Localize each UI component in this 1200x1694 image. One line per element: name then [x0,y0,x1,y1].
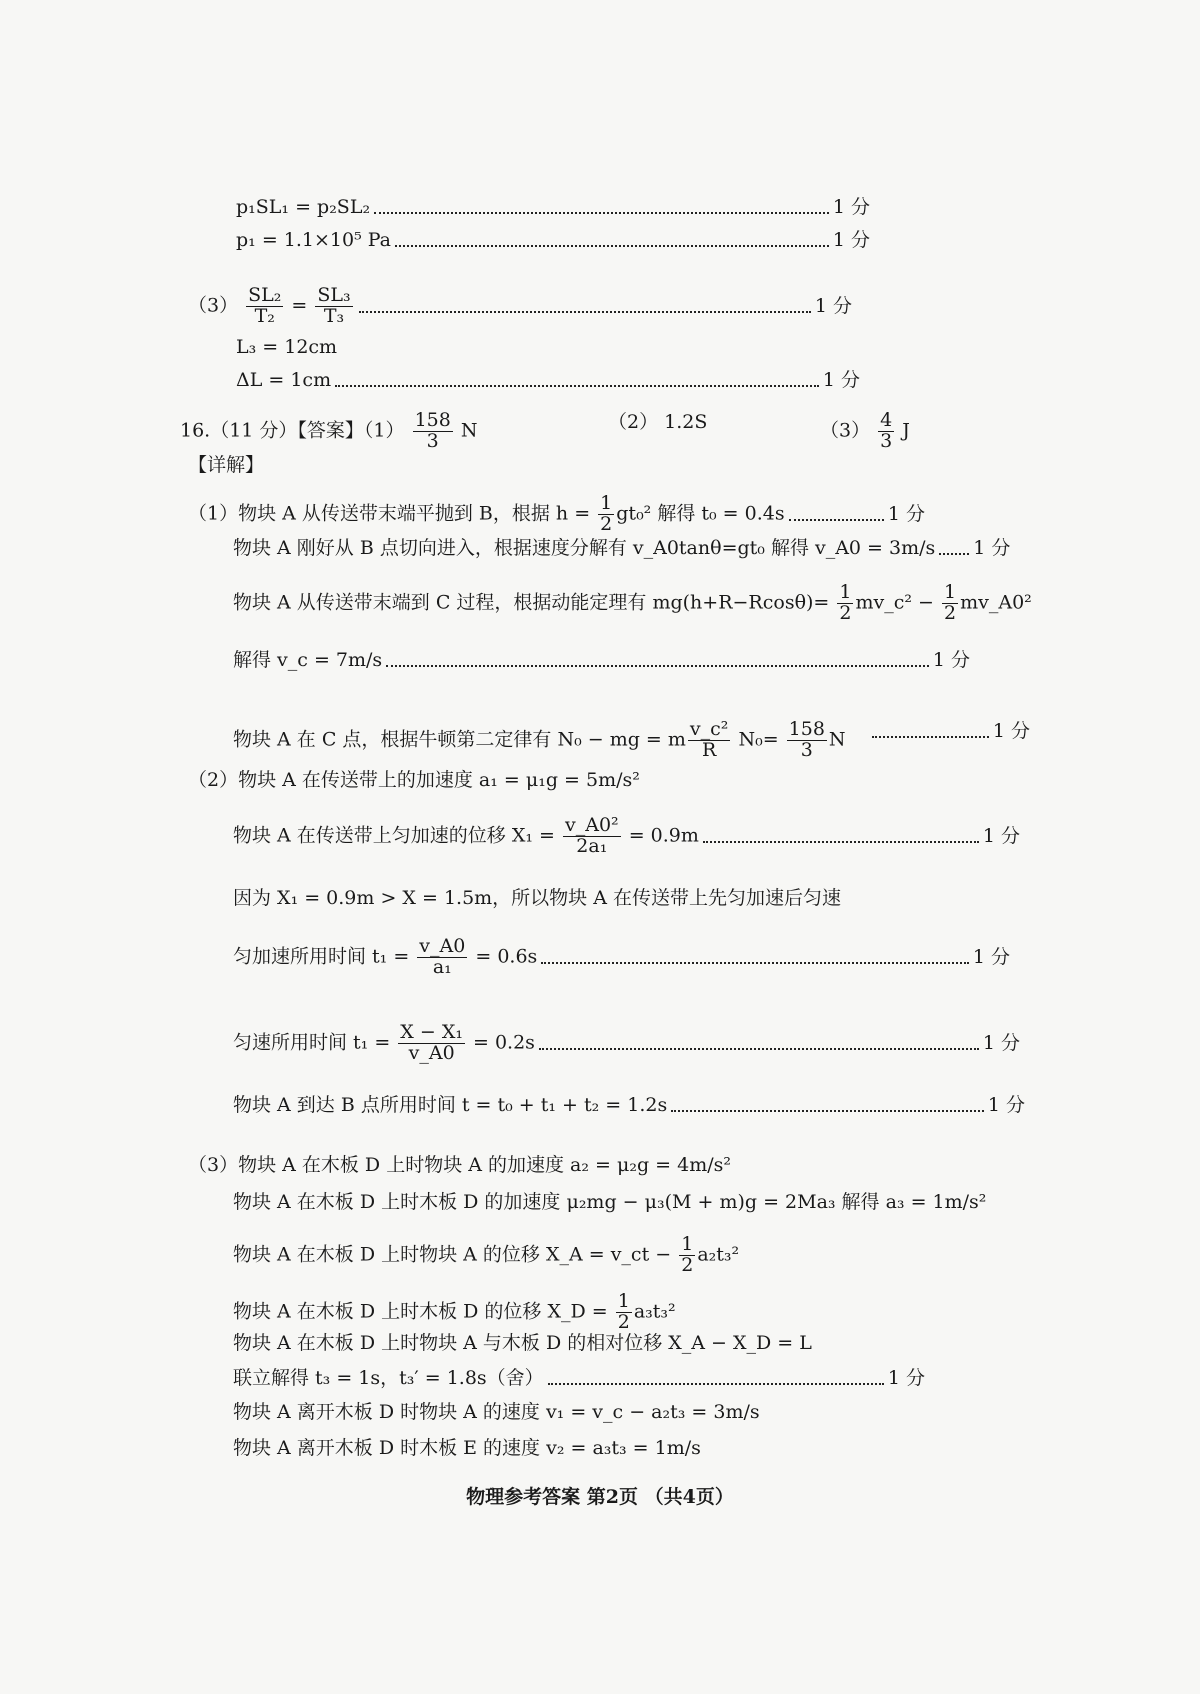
answer-line [233,537,1010,560]
fraction [398,1023,465,1064]
fraction-numerator: 4 [880,409,893,431]
fraction [598,494,614,535]
answer-line [233,583,1032,624]
fraction-denominator: T₃ [323,304,345,327]
page-footer: 物理参考答案 第2页 （共4页） [466,1486,734,1508]
text-run: L₃ = 12cm [236,336,338,358]
line-content [233,1367,544,1390]
text-run: = 0.2s [466,1031,535,1054]
text-run: 因为 X₁ = 0.9m > X = 1.5m，所以物块 A 在传送带上先匀加速后匀速 [233,887,841,909]
text-run: 匀加速所用时间 t₁ = [233,945,416,968]
fraction-numerator: SL₃ [317,284,351,306]
text-run: （2） 1.2S [608,411,708,433]
line-content [233,1292,676,1333]
answer-line [233,1292,676,1333]
fraction-denominator: 3 [880,429,893,452]
line-content [233,537,935,560]
answer-line [233,937,1010,978]
line-content [233,1401,760,1424]
dotted-leader [335,385,819,387]
line-content [188,286,355,327]
text-run: N [828,728,846,751]
text-run: 16.（11 分）【答案】（1） [180,419,411,442]
line-content [820,411,910,452]
fraction-numerator: v_A0² [564,814,619,836]
line-content [608,411,707,434]
text-run: = 0.9m [622,824,699,847]
text-run: mv_A0² [960,591,1032,614]
fraction-denominator: R [702,738,717,761]
dotted-leader [703,841,979,843]
text-run: 物块 A 离开木板 D 时物块 A 的速度 v₁ = v_c − a₂t₃ = 3m/s [233,1401,760,1423]
text-run: 物块 A 在木板 D 上时木板 D 的位移 X_D = [233,1300,614,1323]
answer-line [233,1094,1025,1117]
answer-line [868,720,1030,743]
line-content [236,229,391,252]
line-content [236,369,331,392]
text-run: 匀速所用时间 t₁ = [233,1031,397,1054]
line-content [233,720,846,761]
line-content [233,1094,667,1117]
score-points: 1 分 [972,946,1010,969]
fraction [616,1292,632,1333]
answer-line [236,369,860,392]
fraction-numerator: 1 [839,581,852,603]
line-content [233,937,537,978]
text-run: （3）物块 A 在木板 D 上时物块 A 的加速度 a₂ = μ₂g = 4m/s² [188,1154,731,1176]
text-run: 【详解】 [188,454,265,476]
score-points: 1 分 [982,1032,1020,1055]
text-run: （3） [820,419,877,442]
answer-line [233,816,1020,857]
line-content [188,1154,731,1177]
score-points: 1 分 [832,229,870,251]
dotted-leader [872,736,989,738]
line-content [233,1437,701,1460]
fraction-denominator: v_A0 [408,1041,455,1064]
answer-line [233,720,846,761]
fraction [942,583,958,624]
text-run: p₁SL₁ = p₂SL₂ [236,196,371,218]
line-content [233,649,382,672]
fraction-denominator: 3 [426,429,439,452]
answer-line [188,494,925,535]
text-run: 联立解得 t₃ = 1s，t₃′ = 1.8s（舍） [233,1367,544,1389]
fraction-numerator: v_c² [689,718,729,740]
text-run: N₀= [732,728,785,751]
dotted-leader [789,519,884,521]
fraction-numerator: X − X₁ [400,1021,463,1043]
answer-line [233,1367,925,1390]
text-run: 物块 A 到达 B 点所用时间 t = t₀ + t₁ + t₂ = 1.2s [233,1094,668,1116]
answer-line [233,1401,760,1424]
line-content [180,411,478,452]
dotted-leader [541,962,969,964]
fraction-denominator: a₁ [432,955,452,978]
answer-line [608,411,707,434]
fraction-denominator: 2 [681,1253,694,1276]
fraction [563,816,621,857]
fraction [417,937,467,978]
dotted-leader [539,1048,979,1050]
line-content [233,1191,986,1214]
line-content [233,1332,812,1355]
text-run: 物块 A 在传送带上匀加速的位移 X₁ = [233,824,561,847]
answer-line [820,411,910,452]
text-run: 物块 A 在木板 D 上时物块 A 的位移 X_A = v_ct − [233,1243,678,1266]
text-run: （2）物块 A 在传送带上的加速度 a₁ = μ₁g = 5m/s² [188,769,640,791]
answer-line [188,769,640,792]
fraction-denominator: 2 [839,601,852,624]
fraction [878,411,894,452]
score-points: 1 分 [887,503,925,526]
text-run: a₃t₃² [633,1300,676,1323]
line-content [233,887,841,910]
fraction-numerator: v_A0 [419,935,466,957]
dotted-leader [386,665,929,667]
text-run: = [285,294,314,317]
fraction-denominator: 2a₁ [576,834,608,857]
line-content [188,454,264,477]
fraction [688,720,731,761]
dotted-leader [359,311,811,313]
score-points: 1 分 [832,196,870,218]
line-content [188,769,640,792]
text-run: gt₀² 解得 t₀ = 0.4s [616,502,785,525]
dotted-leader [548,1383,884,1385]
answer-line [180,411,478,452]
text-run: 物块 A 在木板 D 上时物块 A 与木板 D 的相对位移 X_A − X_D = L [233,1332,812,1354]
text-run: p₁ = 1.1×10⁵ Pa [236,229,392,251]
score-points: 1 分 [987,1094,1025,1116]
score-points: 1 分 [822,369,860,391]
answer-line [233,1437,701,1460]
fraction [246,286,283,327]
fraction-denominator: T₂ [254,304,275,327]
line-content [236,196,370,219]
line-content [188,494,785,535]
fraction-numerator: 1 [681,1233,694,1255]
fraction-denominator: 3 [800,738,813,761]
answer-line [236,229,870,252]
answer-line [233,1191,986,1214]
score-points: 1 分 [932,649,970,671]
line-content [233,1023,535,1064]
text-run: 物块 A 从传送带末端到 C 过程，根据动能定理有 mg(h+R−Rcosθ)= [233,591,836,614]
answer-line [233,649,970,672]
fraction [315,286,352,327]
answer-line [188,1154,731,1177]
fraction-numerator: 1 [944,581,957,603]
fraction [413,411,453,452]
dotted-leader [671,1110,984,1112]
score-points: 1 分 [982,825,1020,848]
text-run: a₂t₃² [697,1243,740,1266]
answer-line [233,887,841,910]
line-content [233,583,1032,624]
line-content [233,816,699,857]
fraction-denominator: 2 [944,601,957,624]
text-run: （3） [188,294,245,317]
text-run: ΔL = 1cm [236,369,332,391]
answer-line [236,336,337,359]
fraction-numerator: 1 [617,1290,630,1312]
fraction-denominator: 2 [617,1310,630,1333]
text-run: （1）物块 A 从传送带末端平抛到 B，根据 h = [188,502,597,525]
score-points: 1 分 [814,295,852,318]
fraction-denominator: 2 [600,512,613,535]
fraction-numerator: SL₂ [248,284,282,306]
line-content [233,1235,739,1276]
text-run: 物块 A 离开木板 D 时木板 E 的速度 v₂ = a₃t₃ = 1m/s [233,1437,701,1459]
text-run: = 0.6s [469,945,538,968]
answer-line [233,1332,812,1355]
answer-line [233,1023,1020,1064]
fraction [787,720,827,761]
dotted-leader [374,212,829,214]
fraction-numerator: 158 [414,409,451,431]
answer-line [188,454,264,477]
fraction [837,583,853,624]
fraction-numerator: 1 [600,492,613,514]
answer-line [233,1235,739,1276]
score-points: 1 分 [992,720,1030,742]
dotted-leader [395,245,829,247]
text-run: J [896,419,910,442]
score-points: 1 分 [887,1367,925,1389]
fraction [679,1235,695,1276]
text-run: 物块 A 刚好从 B 点切向进入，根据速度分解有 v_A0tanθ=gt₀ 解得 v_A0 = 3m/s [233,537,936,559]
line-content [236,336,337,359]
text-run: 物块 A 在木板 D 上时木板 D 的加速度 μ₂mg − μ₃(M + m)g = 2Ma₃ 解得 a₃ = 1m/s² [233,1191,987,1213]
score-points: 1 分 [973,537,1011,559]
text-run: mv_c² − [855,591,940,614]
answer-line [188,286,852,327]
text-run: 物块 A 在 C 点，根据牛顿第二定律有 N₀ − mg = m [233,728,686,751]
dotted-leader [939,553,969,555]
text-run: 解得 v_c = 7m/s [233,649,383,671]
text-run: N [454,419,478,442]
answer-line [236,196,870,219]
fraction-numerator: 158 [788,718,825,740]
